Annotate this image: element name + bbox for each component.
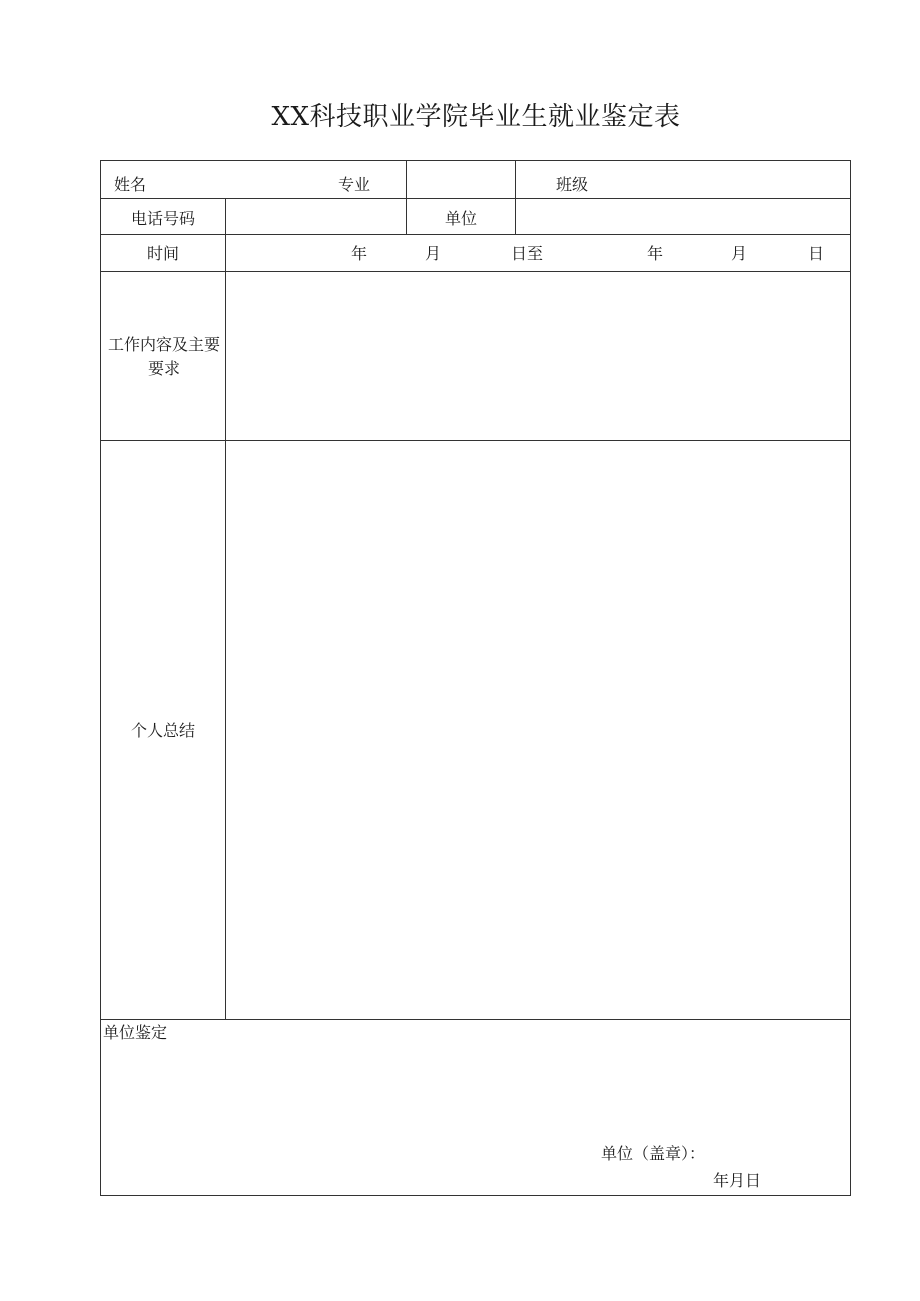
row-divider-5 (101, 1019, 850, 1020)
time-label: 时间 (146, 244, 179, 263)
end-month-label: 月 (731, 244, 748, 263)
major-field[interactable] (407, 161, 515, 198)
row-divider-2 (101, 234, 850, 235)
unit-appraisal-label: 单位鉴定 (103, 1023, 168, 1042)
work-content-label: 工作内容及主要要求 (107, 335, 220, 378)
unit-field[interactable] (516, 199, 850, 234)
major-label: 专业 (338, 175, 371, 194)
personal-summary-field[interactable] (226, 441, 850, 1019)
appraisal-form-table (100, 160, 851, 1196)
unit-appraisal-field[interactable] (101, 1045, 850, 1145)
appraisal-date-label: 年月日 (713, 1171, 762, 1190)
class-label: 班级 (556, 175, 589, 194)
end-day-label: 日 (808, 244, 825, 263)
start-day-to-label: 日至 (511, 244, 544, 263)
form-title: XX科技职业学院毕业生就业鉴定表 (271, 102, 681, 132)
start-year-label: 年 (351, 244, 368, 263)
name-label: 姓名 (114, 175, 147, 194)
phone-label: 电话号码 (130, 209, 195, 228)
phone-field[interactable] (226, 199, 406, 234)
unit-stamp-label: 单位（盖章）： (601, 1144, 706, 1163)
personal-summary-label: 个人总结 (130, 721, 195, 740)
end-year-label: 年 (647, 244, 664, 263)
start-month-label: 月 (425, 244, 442, 263)
work-content-field[interactable] (226, 272, 850, 440)
unit-label: 单位 (444, 209, 477, 228)
class-field[interactable] (601, 161, 850, 198)
